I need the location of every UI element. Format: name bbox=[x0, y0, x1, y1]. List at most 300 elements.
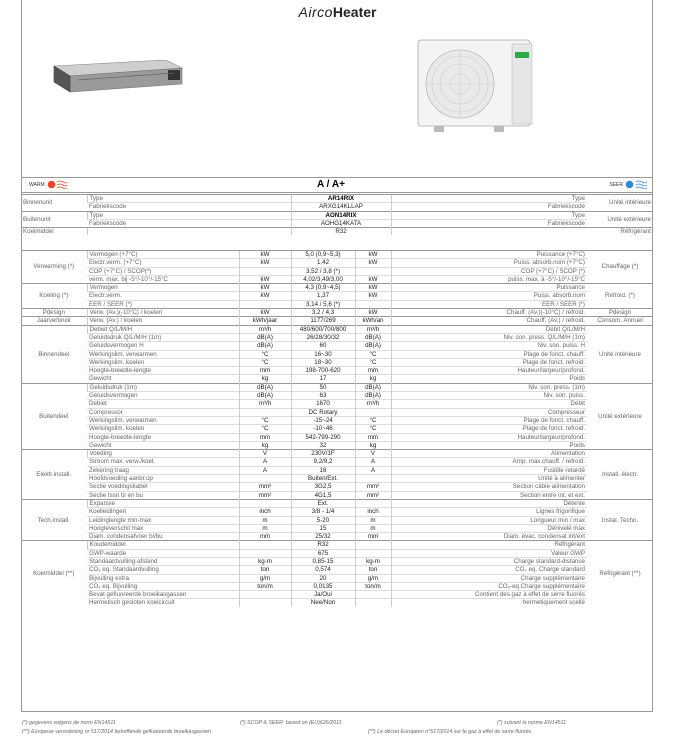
spec-label-nl: Gewicht bbox=[87, 375, 239, 383]
spec-label-fr: Fusible retardé bbox=[391, 466, 587, 474]
spec-value: 16~30 bbox=[291, 350, 355, 358]
spec-table bbox=[21, 250, 653, 607]
spec-row bbox=[21, 350, 653, 358]
row-label-nl: Type bbox=[87, 195, 291, 203]
spec-label-fr: Puiss. absorb.nom bbox=[391, 292, 587, 300]
spec-label-fr: Niv. son. press. Q/L/M/H (1m) bbox=[391, 333, 587, 341]
spec-unit-fr bbox=[355, 499, 391, 507]
spec-label-fr: Puissance bbox=[391, 284, 587, 292]
footnote-norm-fr: (*) suivant la norme EN14511 bbox=[497, 720, 567, 726]
spec-row bbox=[21, 458, 653, 466]
spec-value: 542-799-290 bbox=[291, 433, 355, 441]
spec-value: 3,52 / 3,8 (*) bbox=[291, 267, 355, 275]
spec-unit-nl: kW bbox=[239, 251, 291, 259]
spec-unit-nl: A bbox=[239, 466, 291, 474]
spec-label-fr: Valeur GWP bbox=[391, 549, 587, 557]
spec-unit-nl: kg bbox=[239, 375, 291, 383]
energy-warm-label bbox=[29, 180, 67, 189]
spec-label-fr: Réfrigérant bbox=[391, 541, 587, 549]
spec-row bbox=[21, 491, 653, 499]
spec-unit-nl bbox=[239, 408, 291, 416]
group-label-fr: Unité intérieure bbox=[587, 195, 653, 212]
warm-icon bbox=[47, 180, 67, 189]
spec-label-nl: Bevat gefluoreerde broeikasgassen bbox=[87, 591, 239, 599]
spec-label-fr: Diam. évac. condensat int/ext bbox=[391, 533, 587, 541]
group-label-fr: Réfrigérant bbox=[587, 228, 653, 236]
spec-row bbox=[21, 325, 653, 333]
spec-label-fr: COP (+7°C) / SCOP (*) bbox=[391, 267, 587, 275]
spec-unit-fr: dB(A) bbox=[355, 333, 391, 341]
spec-row bbox=[21, 591, 653, 599]
spec-value: 25/32 bbox=[291, 533, 355, 541]
row-label-nl: Type bbox=[87, 211, 291, 219]
spec-label-fr: Charge standard-distance bbox=[391, 557, 587, 565]
spec-unit-fr: °C bbox=[355, 425, 391, 433]
spec-unit-fr: dB(A) bbox=[355, 342, 391, 350]
row-label-fr: Fabriekscode bbox=[391, 203, 587, 211]
outdoor-unit-image bbox=[414, 36, 540, 136]
spec-unit-fr bbox=[355, 408, 391, 416]
spec-value: 17 bbox=[291, 375, 355, 383]
group-label-nl: Verwarming (*) bbox=[21, 251, 87, 284]
spec-unit-fr: mm bbox=[355, 367, 391, 375]
spec-unit-nl: kW bbox=[239, 259, 291, 267]
row-value: AOHG14KATA bbox=[291, 219, 391, 227]
spec-row bbox=[21, 383, 653, 391]
spec-row bbox=[21, 408, 653, 416]
spec-unit-nl: °C bbox=[239, 358, 291, 366]
spec-unit-nl: °C bbox=[239, 425, 291, 433]
spec-label-nl: Standaardvulling-afstand bbox=[87, 557, 239, 565]
spec-unit-nl: kW bbox=[239, 292, 291, 300]
spec-label-nl: GWP-waarde bbox=[87, 549, 239, 557]
spec-unit-fr: mm² bbox=[355, 491, 391, 499]
group-label-fr: Réfrigérant (**) bbox=[587, 541, 653, 607]
spec-unit-nl: m bbox=[239, 524, 291, 532]
spec-label-nl: Zekering traag bbox=[87, 466, 239, 474]
spec-row bbox=[21, 549, 653, 557]
spec-label-fr: Dénivelé max bbox=[391, 524, 587, 532]
spec-unit-nl bbox=[239, 475, 291, 483]
group-label-fr: Chauffage (*) bbox=[587, 251, 653, 284]
spec-label-nl: Hermetisch gesloten koelcircuit bbox=[87, 599, 239, 607]
spec-label-fr: CO₂ eq. Charge standard bbox=[391, 566, 587, 574]
spec-value: 32 bbox=[291, 441, 355, 449]
spec-value: 0,85-15 bbox=[291, 557, 355, 565]
spec-label-fr: Amp. max.chauff. / refroid. bbox=[391, 458, 587, 466]
unit-row bbox=[21, 228, 653, 236]
spec-value: 230V/1F bbox=[291, 450, 355, 458]
spec-unit-nl bbox=[239, 599, 291, 607]
group-label-fr: Unité extérieure bbox=[587, 383, 653, 449]
spec-unit-nl: mm bbox=[239, 367, 291, 375]
spec-unit-fr: m³/h bbox=[355, 400, 391, 408]
spec-row bbox=[21, 358, 653, 366]
unit-row bbox=[21, 195, 653, 203]
energy-warm-text: WARM bbox=[29, 181, 45, 188]
spec-value: 18~30 bbox=[291, 358, 355, 366]
group-label-nl: Binnendeel bbox=[21, 325, 87, 383]
spec-value: 63 bbox=[291, 392, 355, 400]
group-label-fr: Install. électr. bbox=[587, 450, 653, 500]
spec-label-nl: Verw. (Av.) / koelen bbox=[87, 317, 239, 325]
spec-unit-nl: °C bbox=[239, 416, 291, 424]
row-label-nl bbox=[87, 228, 291, 236]
brand-logo bbox=[0, 4, 675, 20]
spec-unit-fr: kg bbox=[355, 375, 391, 383]
spec-unit-fr: kg bbox=[355, 441, 391, 449]
spec-label-nl: Leidinglengte min-max bbox=[87, 516, 239, 524]
row-value: R32 bbox=[291, 228, 391, 236]
spec-unit-nl bbox=[239, 300, 291, 308]
spec-label-fr: Unité à alimenter bbox=[391, 475, 587, 483]
spec-unit-nl: kW bbox=[239, 284, 291, 292]
spec-unit-nl: mm bbox=[239, 533, 291, 541]
spec-row bbox=[21, 450, 653, 458]
spec-unit-fr: mm² bbox=[355, 483, 391, 491]
group-label-nl: Binnenunit bbox=[21, 195, 87, 212]
spec-label-fr: Longueur min / max bbox=[391, 516, 587, 524]
spec-unit-fr: kW bbox=[355, 284, 391, 292]
spec-unit-fr: dB(A) bbox=[355, 383, 391, 391]
spec-value: 480/600/700/800 bbox=[291, 325, 355, 333]
spec-unit-fr: m³/h bbox=[355, 325, 391, 333]
row-value: AON14RIX bbox=[291, 211, 391, 219]
spec-value: -15~24 bbox=[291, 416, 355, 424]
spec-label-nl: CO₂ eq. Bijvulling bbox=[87, 582, 239, 590]
spec-unit-fr: °C bbox=[355, 416, 391, 424]
spec-label-fr: Charge supplémentaire bbox=[391, 574, 587, 582]
spec-unit-fr: kW bbox=[355, 292, 391, 300]
spec-label-nl: Debiet Q/L/M/H bbox=[87, 325, 239, 333]
spec-row bbox=[21, 582, 653, 590]
spec-row bbox=[21, 516, 653, 524]
spec-label-nl: verm. max. bij -5°/-10°/-15°C bbox=[87, 275, 239, 283]
spec-unit-fr: kW bbox=[355, 251, 391, 259]
spec-row bbox=[21, 499, 653, 507]
spec-row bbox=[21, 251, 653, 259]
spec-value: DC Rotary bbox=[291, 408, 355, 416]
row-value: ARXG14KLLAP bbox=[291, 203, 391, 211]
spec-label-fr: Puiss. absorb.nom (+7°C) bbox=[391, 259, 587, 267]
spec-unit-nl: ton/m bbox=[239, 582, 291, 590]
spec-unit-fr: ton bbox=[355, 566, 391, 574]
group-label-fr: Pdesign bbox=[587, 309, 653, 317]
spec-value: 9,2/9,2 bbox=[291, 458, 355, 466]
spec-unit-fr: ton/m bbox=[355, 582, 391, 590]
spec-label-nl: Geluidsdruk Q/L/M/H (1m) bbox=[87, 333, 239, 341]
spec-unit-fr: °C bbox=[355, 358, 391, 366]
spec-row bbox=[21, 541, 653, 549]
spec-value: 60 bbox=[291, 342, 355, 350]
spec-label-nl: Electr.verm. bbox=[87, 292, 239, 300]
spec-value: 198-700-620 bbox=[291, 367, 355, 375]
spec-row bbox=[21, 524, 653, 532]
footnote-regulation-nl: (**) Europese verordening nr 517/2014 betreffende gefluoreerde broeikasgassen bbox=[22, 729, 212, 735]
spec-row bbox=[21, 275, 653, 283]
spec-label-fr: Hauteur/largeur/profond. bbox=[391, 367, 587, 375]
spec-unit-fr: kg-m bbox=[355, 557, 391, 565]
spec-value: Buiten/Ext. bbox=[291, 475, 355, 483]
spec-value: 0,574 bbox=[291, 566, 355, 574]
spec-unit-fr: mm bbox=[355, 533, 391, 541]
spec-label-fr: Plage de fonct. chauff. bbox=[391, 350, 587, 358]
group-label-nl: Koelmiddel bbox=[21, 228, 87, 236]
spec-label-nl: Diam. condensafvoer bi/bu bbox=[87, 533, 239, 541]
spec-label-nl: Hoofdvoeding aanbr.op bbox=[87, 475, 239, 483]
group-label-nl: Elektr.install. bbox=[21, 450, 87, 500]
spec-label-fr: Niv. son. puiss. bbox=[391, 392, 587, 400]
spec-row bbox=[21, 416, 653, 424]
spec-label-fr: Lignes frigorifique bbox=[391, 508, 587, 516]
spec-value: Ext. bbox=[291, 499, 355, 507]
spec-unit-nl: m³/h bbox=[239, 325, 291, 333]
spec-value: 50 bbox=[291, 383, 355, 391]
spec-label-fr: Puissance (+7°C) bbox=[391, 251, 587, 259]
spec-value: 1670 bbox=[291, 400, 355, 408]
spec-row bbox=[21, 317, 653, 325]
spec-row bbox=[21, 433, 653, 441]
spec-unit-fr bbox=[355, 475, 391, 483]
spec-label-fr: Section entre int. et ext. bbox=[391, 491, 587, 499]
spec-unit-fr: dB(A) bbox=[355, 392, 391, 400]
spec-label-fr: CO₂-eq Charge supplémentaire bbox=[391, 582, 587, 590]
spec-label-fr: Poids bbox=[391, 441, 587, 449]
energy-class-bar bbox=[21, 178, 653, 192]
spec-row bbox=[21, 533, 653, 541]
spec-value: 4G1,5 bbox=[291, 491, 355, 499]
spec-label-fr: hermetiquement scellé bbox=[391, 599, 587, 607]
spec-unit-nl: dB(A) bbox=[239, 392, 291, 400]
spec-value: 5-20 bbox=[291, 516, 355, 524]
spec-unit-fr: inch bbox=[355, 508, 391, 516]
spec-label-nl: Electr.verm. (+7°C) bbox=[87, 259, 239, 267]
spec-unit-fr: °C bbox=[355, 350, 391, 358]
spec-label-fr: Plage de fonct. refroid. bbox=[391, 358, 587, 366]
unit-row bbox=[21, 203, 653, 211]
spec-value: 3,14 / 5,6 (*) bbox=[291, 300, 355, 308]
spec-unit-nl bbox=[239, 591, 291, 599]
row-label-fr: Fabriekscode bbox=[391, 219, 587, 227]
spec-value: 20 bbox=[291, 574, 355, 582]
spec-unit-fr: m bbox=[355, 524, 391, 532]
spec-unit-nl bbox=[239, 541, 291, 549]
spec-unit-fr bbox=[355, 541, 391, 549]
spec-label-nl: COP (+7°C) / SCOP(*) bbox=[87, 267, 239, 275]
spec-label-fr: Chauff. (Av.)(-10°C) / refroid. bbox=[391, 309, 587, 317]
footnote-norm-nl: (*) gegevens volgens de norm EN14511 bbox=[22, 720, 116, 726]
spec-label-fr: Section câble alimentation bbox=[391, 483, 587, 491]
spec-unit-fr: A bbox=[355, 466, 391, 474]
spec-value: 3,2 / 4,3 bbox=[291, 309, 355, 317]
spec-row bbox=[21, 475, 653, 483]
spec-unit-fr bbox=[355, 549, 391, 557]
spec-row bbox=[21, 466, 653, 474]
spec-row bbox=[21, 392, 653, 400]
spec-unit-nl bbox=[239, 267, 291, 275]
spec-unit-nl: dB(A) bbox=[239, 342, 291, 350]
spec-value: 26/28/30/32 bbox=[291, 333, 355, 341]
spec-label-nl: Vermogen (+7°C) bbox=[87, 251, 239, 259]
spec-row bbox=[21, 284, 653, 292]
spec-value: Nee/Non bbox=[291, 599, 355, 607]
energy-bottom-line bbox=[21, 192, 653, 193]
spec-unit-nl: A bbox=[239, 458, 291, 466]
spec-label-nl: Voeding bbox=[87, 450, 239, 458]
spec-label-nl: Geluidsvermogen bbox=[87, 392, 239, 400]
spec-value: 0,0135 bbox=[291, 582, 355, 590]
spec-label-nl: Hoogte-breedte-lengte bbox=[87, 433, 239, 441]
spec-label-fr: Détente bbox=[391, 499, 587, 507]
spec-label-nl: Hoogte-breedte-lengte bbox=[87, 367, 239, 375]
spec-unit-fr: m bbox=[355, 516, 391, 524]
spec-unit-fr: g/m bbox=[355, 574, 391, 582]
spec-unit-nl bbox=[239, 499, 291, 507]
spec-value: -10~46 bbox=[291, 425, 355, 433]
spec-unit-nl: m bbox=[239, 516, 291, 524]
spec-label-nl: Sectie voedingskabel bbox=[87, 483, 239, 491]
spec-label-nl: Werkingslim. verwarmen bbox=[87, 350, 239, 358]
units-table bbox=[21, 194, 653, 235]
spec-unit-fr: kW bbox=[355, 309, 391, 317]
row-value: AR14RIX bbox=[291, 195, 391, 203]
spec-label-nl: Verw. (Av.)(-10°C) / koelen bbox=[87, 309, 239, 317]
spec-unit-nl: kWh/jaar bbox=[239, 317, 291, 325]
row-label-fr: Type bbox=[391, 195, 587, 203]
spec-label-fr: Niv. son. puiss. H bbox=[391, 342, 587, 350]
spec-unit-nl: V bbox=[239, 450, 291, 458]
group-label-fr: Instal. Techn. bbox=[587, 499, 653, 540]
spec-label-fr: Niv. son. press. (1m) bbox=[391, 383, 587, 391]
spec-value: Ja/Oui bbox=[291, 591, 355, 599]
spec-row bbox=[21, 557, 653, 565]
spec-row bbox=[21, 309, 653, 317]
row-label-nl: Fabriekscode bbox=[87, 219, 291, 227]
spec-unit-nl: mm² bbox=[239, 483, 291, 491]
spec-label-nl: Werkingslim. verwarmen bbox=[87, 416, 239, 424]
spec-unit-nl: kW bbox=[239, 275, 291, 283]
spec-unit-nl: g/m bbox=[239, 574, 291, 582]
spec-unit-nl: kg-m bbox=[239, 557, 291, 565]
spec-unit-fr: A bbox=[355, 458, 391, 466]
spec-value: 16 bbox=[291, 466, 355, 474]
group-label-nl: Tech.install. bbox=[21, 499, 87, 540]
spec-unit-fr bbox=[355, 591, 391, 599]
spec-label-fr: Alimentation bbox=[391, 450, 587, 458]
spec-row bbox=[21, 400, 653, 408]
spec-row bbox=[21, 441, 653, 449]
spec-label-nl: Compressor bbox=[87, 408, 239, 416]
spec-label-fr: Chauff. (Av.) / refroid. bbox=[391, 317, 587, 325]
spec-label-fr: Compresseur bbox=[391, 408, 587, 416]
spec-row bbox=[21, 508, 653, 516]
spec-label-nl: EER / SEER (*) bbox=[87, 300, 239, 308]
spec-row bbox=[21, 259, 653, 267]
spec-row bbox=[21, 566, 653, 574]
spec-unit-fr: mm bbox=[355, 433, 391, 441]
spec-unit-nl: °C bbox=[239, 350, 291, 358]
spec-row bbox=[21, 267, 653, 275]
spec-row bbox=[21, 574, 653, 582]
spec-unit-fr: kWh/an bbox=[355, 317, 391, 325]
unit-row bbox=[21, 219, 653, 227]
energy-seer-label bbox=[609, 180, 647, 189]
spec-unit-nl: dB(A) bbox=[239, 333, 291, 341]
spec-value: 5,0 (0,9~5,3) bbox=[291, 251, 355, 259]
row-label-nl: Fabriekscode bbox=[87, 203, 291, 211]
group-label-nl: Buitenunit bbox=[21, 211, 87, 228]
group-label-nl: Koelmiddel (**) bbox=[21, 541, 87, 607]
spec-row bbox=[21, 292, 653, 300]
spec-row bbox=[21, 375, 653, 383]
spec-unit-nl bbox=[239, 549, 291, 557]
spec-unit-nl: mm² bbox=[239, 491, 291, 499]
group-label-fr: Consom. Annuel bbox=[587, 317, 653, 325]
spec-label-fr: Débit Q/L/M/H bbox=[391, 325, 587, 333]
row-label-fr: Type bbox=[391, 211, 587, 219]
cool-icon bbox=[625, 180, 647, 189]
spec-label-nl: Bijvulling extra bbox=[87, 574, 239, 582]
unit-row bbox=[21, 211, 653, 219]
spec-unit-fr: V bbox=[355, 450, 391, 458]
spec-unit-nl: ton bbox=[239, 566, 291, 574]
spec-label-fr: Plage de fonct. refroid. bbox=[391, 425, 587, 433]
spec-value: 1,42 bbox=[291, 259, 355, 267]
spec-unit-fr: kW bbox=[355, 259, 391, 267]
spec-unit-nl: mm bbox=[239, 433, 291, 441]
spec-unit-nl: dB(A) bbox=[239, 383, 291, 391]
spec-label-nl: Vermogen bbox=[87, 284, 239, 292]
group-label-nl: Buitendeel bbox=[21, 383, 87, 449]
brand-logo-light: Airco bbox=[298, 4, 333, 20]
spec-label-fr: Poids bbox=[391, 375, 587, 383]
indoor-unit-image bbox=[48, 60, 188, 94]
spec-unit-fr bbox=[355, 267, 391, 275]
spec-row bbox=[21, 483, 653, 491]
group-label-nl: Jaarverbruik bbox=[21, 317, 87, 325]
spec-label-nl: Hoogteverschil max bbox=[87, 524, 239, 532]
group-label-nl: Pdesign bbox=[21, 309, 87, 317]
spec-label-nl: Koudemiddel bbox=[87, 541, 239, 549]
spec-label-nl: Geluidsvermogen H bbox=[87, 342, 239, 350]
spec-unit-fr bbox=[355, 300, 391, 308]
spec-label-fr: Plage de fonct. chauff. bbox=[391, 416, 587, 424]
spec-row bbox=[21, 425, 653, 433]
spec-label-fr: Débit bbox=[391, 400, 587, 408]
spec-row bbox=[21, 342, 653, 350]
spec-label-fr: Contient des gaz à effet de serre fluorés bbox=[391, 591, 587, 599]
spec-label-nl: Debiet bbox=[87, 400, 239, 408]
group-label-fr: Unité extérieure bbox=[587, 211, 653, 228]
spec-value: 3/8 - 1/4 bbox=[291, 508, 355, 516]
spec-value: R32 bbox=[291, 541, 355, 549]
spec-label-nl: Expansie bbox=[87, 499, 239, 507]
spec-label-nl: Geluidsdruk (1m) bbox=[87, 383, 239, 391]
spec-label-nl: Stroom max. verw./koel. bbox=[87, 458, 239, 466]
spec-label-nl: Gewicht bbox=[87, 441, 239, 449]
row-label-fr bbox=[391, 228, 587, 236]
spec-row bbox=[21, 300, 653, 308]
spec-label-nl: Koelleidingen bbox=[87, 508, 239, 516]
energy-seer-text: SEER bbox=[609, 181, 623, 188]
spec-unit-fr: kW bbox=[355, 275, 391, 283]
spec-unit-nl: inch bbox=[239, 508, 291, 516]
brand-logo-bold: Heater bbox=[332, 4, 377, 20]
energy-class: A / A+ bbox=[317, 179, 345, 190]
spec-value: 675 bbox=[291, 549, 355, 557]
group-label-fr: Refroid. (*) bbox=[587, 284, 653, 309]
spec-label-nl: Sectie tssn bi en bu bbox=[87, 491, 239, 499]
